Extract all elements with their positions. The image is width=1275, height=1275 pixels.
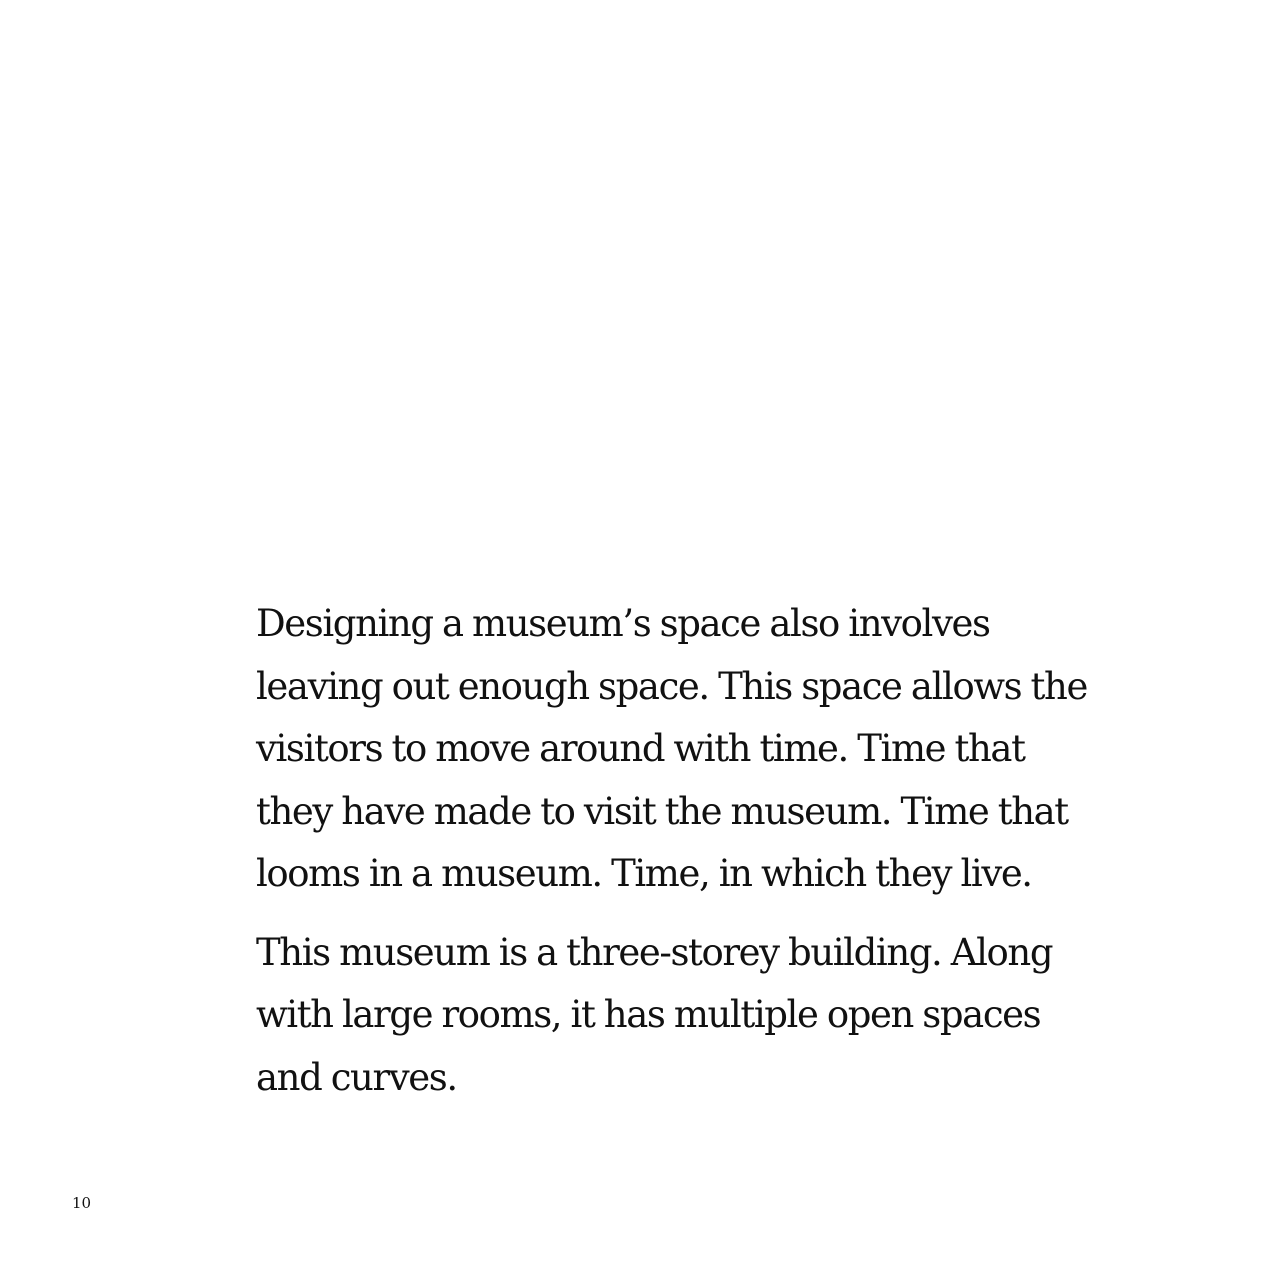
- text-line: looms in a museum. Time, in which they live.: [256, 852, 1032, 895]
- text-line: Designing a museum’s space also involves: [256, 602, 990, 645]
- text-line: with large rooms, it has multiple open spaces: [256, 993, 1041, 1036]
- text-line: This museum is a three-storey building. Along: [256, 930, 1053, 974]
- body-text: [256, 593, 1136, 1109]
- text-line: they have made to visit the museum. Time that: [256, 789, 1068, 833]
- text-line: visitors to move around with time. Time that: [256, 727, 1025, 770]
- paragraph-museum-space: [256, 593, 1136, 906]
- text-line: leaving out enough space. This space allows the: [256, 664, 1087, 708]
- paragraph-museum-building: [256, 922, 1136, 1110]
- text-line: and curves.: [256, 1055, 457, 1099]
- page-number: 10: [72, 1194, 92, 1212]
